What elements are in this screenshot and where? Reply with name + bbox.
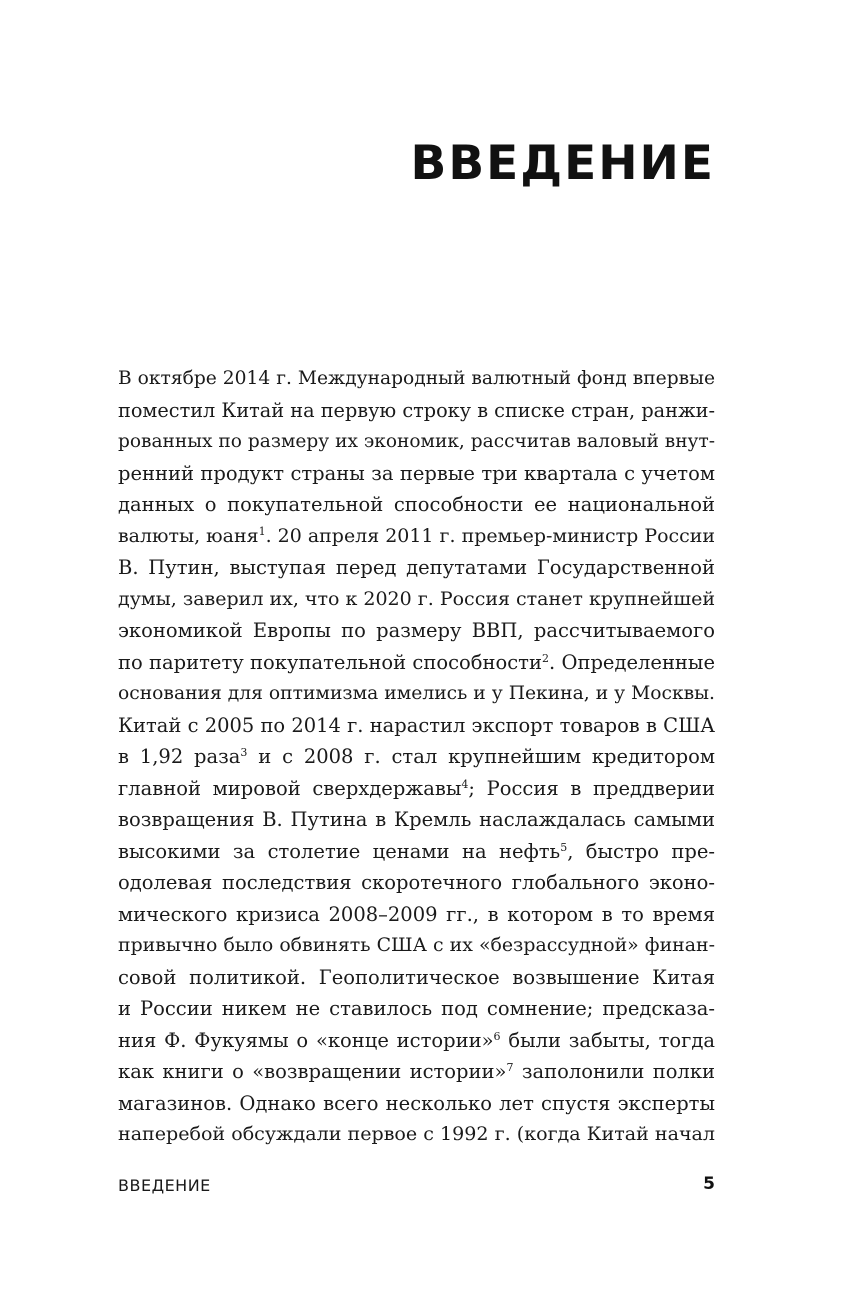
footnote-ref: 5 — [560, 840, 568, 854]
text-line: В. Путин, выступая перед депутатами Государственной — [118, 556, 715, 579]
text-line: совой политикой. Геополитическое возвышение Китая — [118, 965, 715, 989]
text-line: основания для оптимизма имелись и у Пекина, и у Москвы. — [118, 683, 715, 704]
text-line: ренний продукт страны за первые три квартала с учетом — [118, 461, 715, 485]
page-number: 5 — [703, 1174, 715, 1194]
chapter-title: ВВЕДЕНИЕ — [410, 136, 715, 191]
text-line: поместил Китай на первую строку в списке стран, ранжи- — [118, 398, 715, 422]
text-line: думы, заверил их, что к 2020 г. Россия станет крупнейшей — [118, 587, 715, 610]
footnote-ref: 7 — [506, 1061, 514, 1074]
text-line: магазинов. Однако всего несколько лет спустя эксперты — [118, 1091, 715, 1115]
text-line: В октябре 2014 г. Международный валютный фонд впервые — [118, 368, 715, 389]
running-head: ВВЕДЕНИЕ — [118, 1176, 211, 1195]
footnote-ref: 1 — [258, 524, 266, 538]
text-line: ния Ф. Фукуямы о «конце истории»$^6$ были забыты, тогда — [118, 1028, 715, 1052]
text-line: Китай с 2005 по 2014 г. нарастил экспорт товаров в США — [118, 713, 715, 737]
text-line: данных о покупательной способности ее национальной — [118, 493, 715, 516]
text-line: и России никем не ставилось под сомнение; предсказа- — [118, 997, 715, 1020]
text-line: экономикой Европы по размеру ВВП, рассчитываемого — [118, 619, 715, 642]
text-line: главной мировой сверхдержавы$^4$; Россия в преддверии — [118, 776, 715, 800]
text-line: валюты, юаня$^1$. 20 апреля 2011 г. премьер-министр России — [118, 524, 715, 547]
footnote-ref: 3 — [240, 746, 248, 759]
text-line: по паритету покупательной способности$^2$. Определенные — [118, 650, 715, 674]
text-line: как книги о «возвращении истории»$^7$ заполонили полки — [118, 1060, 716, 1083]
text-line: мического кризиса 2008–2009 гг., в котором в то время — [118, 902, 715, 926]
body-text — [118, 363, 715, 1151]
text-line: одолевая последствия скоротечного глобального эконо- — [118, 871, 715, 894]
text-line: наперебой обсуждали первое с 1992 г. (когда Китай начал — [118, 1123, 715, 1145]
footnote-ref: 6 — [493, 1029, 501, 1043]
text-line: привычно было обвинять США с их «безрассудной» финан- — [118, 934, 715, 956]
text-line: высокими за столетие ценами на нефть$^5$, быстро пре- — [118, 839, 715, 863]
text-line: возвращения В. Путина в Кремль наслаждалась самыми — [118, 808, 715, 831]
footnote-ref: 4 — [461, 777, 469, 791]
text-line: рованных по размеру их экономик, рассчитав валовый внут- — [118, 431, 715, 452]
footnote-ref: 2 — [541, 651, 549, 665]
text-line: в 1,92 раза$^3$ и с 2008 г. стал крупнейшим кредитором — [118, 745, 715, 768]
